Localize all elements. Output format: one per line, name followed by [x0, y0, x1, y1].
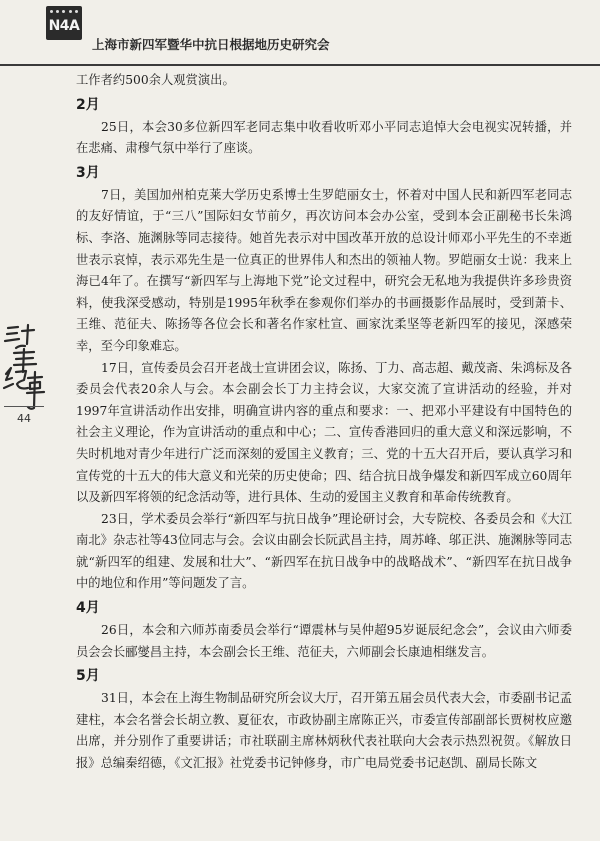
side-divider	[4, 406, 44, 407]
lead-paragraph: 工作者约500余人观赏演出。	[76, 73, 235, 87]
header-title: 上海市新四军暨华中抗日根据地历史研究会	[92, 37, 330, 52]
paragraph-apr-26: 26日，本会和六师苏南委员会举行“谭震林与吴仲超95岁诞辰纪念会”，会议由六师委员会会长郦燮昌主持，本会副会长王维、范征夫，六师副会长康迪相继发言。	[76, 623, 572, 659]
n4a-logo	[46, 6, 82, 40]
paragraph-may-31: 31日，本会在上海生物制品研究所会议大厅，召开第五届会员代表大会，市委副书记孟建柱，本会名誉会长胡立教、夏征农，市政协副主席陈正兴，市委宣传部副部长贾树枚应邀出席，并分别作了重要讲话；市社联副主席林炳秋代表社联向大会表示热烈祝贺。《解放日报》总编秦绍德，《文汇报》社党委书记钟修身，市广电局党委书记赵凯、副局长陈文	[76, 691, 572, 771]
month-heading-mar: 3月	[76, 164, 100, 181]
paragraph-mar-23: 23日，学术委员会举行“新四军与抗日战争”理论研讨会，大专院校、各委员会和《大江南北》杂志社等43位同志与会。会议由副会长阮武昌主持，周苏峰、邬正洪、施渊脉等同志就“新四军的组建、发展和壮大”、“新四军在抗日战争中的战略战术”、“新四军在抗日战争中的地位和作用”等问题发了言。	[76, 511, 572, 591]
paragraph-feb-25: 25日，本会30多位新四军老同志集中收看收听邓小平同志追悼大会电视实况转播，并在悲痛、肃穆气氛中举行了座谈。	[76, 119, 572, 156]
paragraph-mar-7: 7日，美国加州柏克莱大学历史系博士生罗皑丽女士，怀着对中国人民和新四军老同志的友好情谊，于“三八”国际妇女节前夕，再次访问本会办公室，受到本会正副秘书长朱鸿标、李洛、施渊脉等同志接待。她首先表示对中国改革开放的总设计师邓小平先生的不幸逝世表示哀悼，表示邓先生是一位真正的世界伟人和杰出的领袖人物。罗皑丽女士说：我来上海已4年了。在撰写“新四军与上海地下党”论文过程中，研究会无私地为我提供许多珍贵资料，使我深受感动，特别是1995年秋季在参观你们举办的书画摄影作品展时，受到萧卡、王维、范征夫、陈扬等各位会长和著名作家杜宣、画家沈柔坚等老新四军的接见，深感荣幸，至今印象难忘。	[76, 187, 572, 353]
month-heading-apr: 4月	[76, 600, 100, 617]
paragraph-mar-17: 17日，宣传委员会召开老战士宣讲团会议，陈扬、丁力、高志超、戴茂斋、朱鸿标及各委员会代表20余人与会。本会副会长丁力主持会议，大家交流了宣讲活动的经验，并对1997年宣讲活动作出安排，明确宣讲内容的重点和要求：一、把邓小平建设有中国特色的社会主义理论，作为宣讲活动的重点和中心；二、宣传香港回归的重大意义和深远影响，不失时机地对青少年进行广泛而深刻的爱国主义教育；三、党的十五大召开后，要认真学习和宣传党的十五大的伟大意义和光荣的历史使命；四、结合抗日战争爆发和新四军成立60周年以及新四军将领的纪念活动等，进行具体、生动的爱国主义教育和革命传统教育。	[76, 360, 572, 505]
month-heading-feb: 2月	[76, 96, 100, 113]
logo-text: N4A	[48, 18, 80, 34]
document-body	[76, 70, 572, 775]
calligraphy-side-title	[0, 322, 48, 412]
page-number: 44	[17, 412, 31, 425]
page-header	[0, 0, 600, 66]
month-heading-may: 5月	[76, 668, 100, 685]
logo-star-row	[48, 8, 80, 15]
